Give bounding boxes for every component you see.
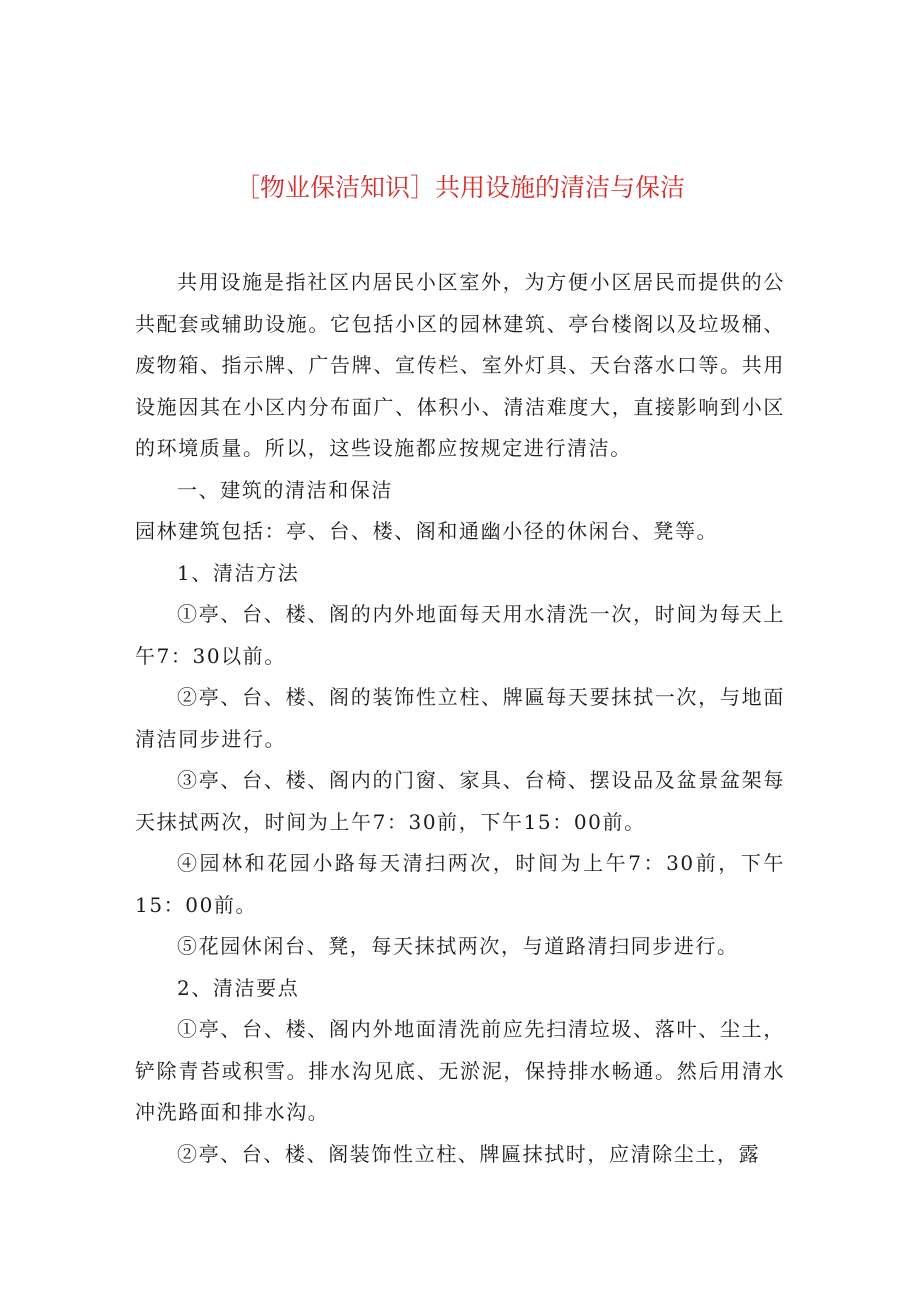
list-item-point-1: ①亭、台、楼、阁内外地面清洗前应先扫清垃圾、落叶、尘土，铲除青苔或积雪。排水沟见底、无淤泥，保持排水畅通。然后用清水冲洗路面和排水沟。 [135, 1017, 785, 1124]
list-item-method-2: ②亭、台、楼、阁的装饰性立柱、牌匾每天要抹拭一次，与地面清洁同步进行。 [135, 685, 785, 751]
list-item-method-4: ④园林和花园小路每天清扫两次，时间为上午7：30前，下午15：00前。 [135, 851, 785, 917]
document-title: ［物业保洁知识］共用设施的清洁与保洁 [234, 173, 685, 202]
heading-cleaning-method: 1、清洁方法 [177, 560, 300, 585]
document-body [135, 262, 785, 1175]
list-item-method-1: ①亭、台、楼、阁的内外地面每天用水清洗一次，时间为每天上午7：30以前。 [135, 602, 785, 668]
list-item-point-2: ②亭、台、楼、阁装饰性立柱、牌匾抹拭时，应清除尘土，露 [177, 1141, 761, 1166]
list-item-method-3: ③亭、台、楼、阁内的门窗、家具、台椅、摆设品及盆景盆架每天抹拭两次，时间为上午7：30前，下午15：00前。 [135, 768, 785, 834]
heading-section-1: 一、建筑的清洁和保洁 [177, 477, 393, 502]
list-item-method-5: ⑤花园休闲台、凳，每天抹拭两次，与道路清扫同步进行。 [177, 934, 739, 958]
paragraph-garden-buildings: 园林建筑包括：亭、台、楼、阁和通幽小径的休闲台、凳等。 [135, 519, 719, 543]
heading-cleaning-points: 2、清洁要点 [177, 975, 300, 1000]
paragraph-intro: 共用设施是指社区内居民小区室外，为方便小区居民而提供的公共配套或辅助设施。它包括小区的园林建筑、亭台楼阁以及垃圾桶、废物箱、指示牌、广告牌、宣传栏、室外灯具、天台落水口等。共用设施因其在小区内分布面广、体积小、清洁难度大，直接影响到小区的环境质量。所以，这些设施都应按规定进行清洁。 [135, 270, 785, 460]
